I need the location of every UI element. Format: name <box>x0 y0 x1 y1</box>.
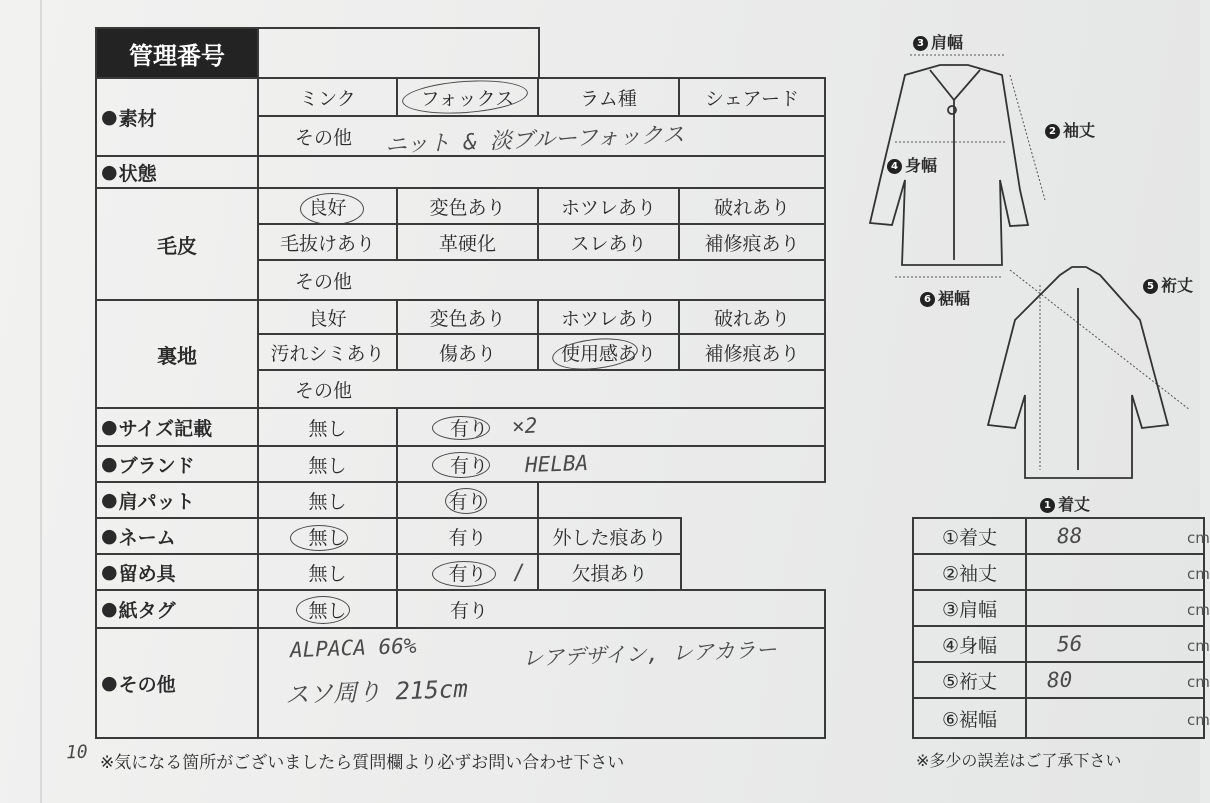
material-lamb[interactable]: ラム種 <box>537 77 680 117</box>
fur-other-row <box>257 259 826 301</box>
condition-field <box>257 155 826 189</box>
meas-label-length: ①着丈 <box>912 517 1027 555</box>
lining-discolor[interactable]: 変色あり <box>396 299 539 335</box>
margin-line <box>40 0 42 803</box>
diag-n6-icon: 6 <box>920 292 935 307</box>
diag-shoulder-label <box>913 30 963 53</box>
lining-tear[interactable]: 破れあり <box>678 299 826 335</box>
diag-body-label <box>887 153 937 176</box>
fur-rubbing[interactable]: スレあり <box>537 223 680 261</box>
meas-field-sleeve[interactable] <box>1025 553 1210 591</box>
paper-tag-yes[interactable]: 有り <box>450 599 489 622</box>
condition-label <box>95 155 259 189</box>
diag-yuki-label <box>1143 273 1193 296</box>
size-none[interactable]: 無し <box>257 407 398 447</box>
diag-length-label <box>1040 492 1090 515</box>
meas-value-body: 56 <box>1056 631 1083 657</box>
other-handwriting-line2: スソ周り 215cm <box>284 674 469 710</box>
material-sheared[interactable]: シェアード <box>678 77 826 117</box>
meas-field-shoulder[interactable] <box>1025 589 1210 627</box>
meas-unit-shoulder: cm <box>1187 601 1210 619</box>
fastener-none[interactable]: 無し <box>257 553 398 591</box>
name-tag-yes[interactable]: 有り <box>396 517 539 555</box>
diag-n4-icon: 4 <box>887 159 902 174</box>
diag-body-text: 身幅 <box>905 156 938 175</box>
fastener-label-text: ● 留め具 <box>118 562 176 585</box>
paper-tag-label <box>95 589 259 629</box>
meas-field-hem[interactable] <box>1025 697 1210 739</box>
fastener-yes[interactable]: 有り <box>396 553 539 591</box>
meas-label-hem: ⑥裾幅 <box>912 697 1027 739</box>
diag-n3-icon: 3 <box>913 36 928 51</box>
fur-repair[interactable]: 補修痕あり <box>678 223 826 261</box>
diag-sleeve-text: 袖丈 <box>1063 121 1096 140</box>
meas-label-shoulder: ③肩幅 <box>912 589 1027 627</box>
paper-tag-label-text: ● 紙タグ <box>118 599 176 622</box>
meas-unit-body: cm <box>1187 637 1210 655</box>
paper-tag-yes-row <box>396 589 826 629</box>
fur-fray[interactable]: ホツレあり <box>537 187 680 225</box>
diag-sleeve-label <box>1045 118 1095 141</box>
meas-label-body: ④身幅 <box>912 625 1027 663</box>
size-handwriting: ×2 <box>511 413 538 439</box>
fur-other-label: その他 <box>295 270 353 293</box>
other-label <box>95 627 259 739</box>
diag-n5-icon: 5 <box>1143 279 1158 294</box>
lining-fray[interactable]: ホツレあり <box>537 299 680 335</box>
name-tag-removed[interactable]: 外した痕あり <box>537 517 682 555</box>
shoulder-pad-label-text: ● 肩パット <box>118 490 195 513</box>
footnote-handwritten-mark: 10 <box>65 741 89 764</box>
shoulder-pad-yes-mark <box>445 488 487 514</box>
diag-hem-text: 裾幅 <box>938 289 971 308</box>
other-handwriting-line1b: レアデザイン, レアカラー <box>521 637 777 671</box>
meas-value-length: 88 <box>1056 523 1083 549</box>
material-other-handwriting: ニット & 淡ブルーフォックス <box>384 122 685 159</box>
diag-length-text: 着丈 <box>1058 495 1091 514</box>
lining-other-row <box>257 369 826 409</box>
lining-stain[interactable]: 汚れシミあり <box>257 333 398 371</box>
meas-unit-yuki: cm <box>1187 673 1210 691</box>
name-tag-none[interactable]: 無し <box>257 517 398 555</box>
meas-value-yuki: 80 <box>1046 667 1073 693</box>
brand-yes[interactable]: 有り <box>450 454 489 477</box>
meas-label-sleeve: ②袖丈 <box>912 553 1027 591</box>
diag-hem-label <box>920 286 970 309</box>
meas-label-yuki: ⑤裄丈 <box>912 661 1027 699</box>
size-label-label <box>95 407 259 447</box>
fastener-yes-circle-mark <box>432 561 496 587</box>
fastener-handwriting: / <box>512 559 527 585</box>
brand-label-text: ● ブランド <box>118 454 195 477</box>
material-mink[interactable]: ミンク <box>257 77 398 117</box>
shoulder-pad-none[interactable]: 無し <box>257 481 398 519</box>
diag-n2-icon: 2 <box>1045 124 1060 139</box>
condition-label-text: ● 状態 <box>118 162 157 185</box>
other-label-text: ● その他 <box>118 673 176 696</box>
paper-tag-none[interactable]: 無し <box>257 589 398 629</box>
meas-field-yuki[interactable] <box>1025 661 1210 699</box>
meas-field-body[interactable] <box>1025 625 1210 663</box>
name-tag-none-circle-mark <box>290 525 348 551</box>
material-other-label: その他 <box>295 126 353 149</box>
size-yes-circle-mark <box>432 416 490 440</box>
diag-shoulder-text: 肩幅 <box>931 33 964 52</box>
material-fox[interactable]: フォックス <box>396 77 539 117</box>
footnote-text: ※気になる箇所がございましたら質問欄より必ずお問い合わせ下さい <box>100 753 625 773</box>
brand-yes-circle-mark <box>432 452 490 478</box>
shoulder-pad-yes[interactable]: 有り <box>396 481 539 519</box>
meas-unit-sleeve: cm <box>1187 565 1210 583</box>
lining-good[interactable]: 良好 <box>257 299 398 335</box>
size-yes[interactable]: 有り <box>450 417 489 440</box>
coat-diagram <box>850 30 1200 500</box>
name-tag-label-text: ● ネーム <box>118 526 176 549</box>
lining-used[interactable]: 使用感あり <box>537 333 680 371</box>
fur-shedding[interactable]: 毛抜けあり <box>257 223 398 261</box>
fur-good-circle-mark <box>300 193 364 225</box>
fur-label: 毛皮 <box>95 187 259 301</box>
fastener-label <box>95 553 259 591</box>
lining-scratch[interactable]: 傷あり <box>396 333 539 371</box>
shoulder-pad-label <box>95 481 259 519</box>
diag-n1-icon: 1 <box>1040 498 1055 513</box>
fur-discolor[interactable]: 変色あり <box>396 187 539 225</box>
fastener-missing[interactable]: 欠損あり <box>537 553 682 591</box>
name-tag-label <box>95 517 259 555</box>
meas-unit-hem: cm <box>1187 711 1210 729</box>
material-label-text: ● 素材 <box>118 107 157 130</box>
lining-other-label: その他 <box>295 379 353 402</box>
control-number-field[interactable] <box>257 27 540 79</box>
lining-repair[interactable]: 補修痕あり <box>678 333 826 371</box>
brand-label <box>95 445 259 483</box>
fur-tear[interactable]: 破れあり <box>678 187 826 225</box>
meas-unit-length: cm <box>1187 529 1210 547</box>
control-number-label: 管理番号 <box>95 27 259 79</box>
fur-hardened[interactable]: 革硬化 <box>396 223 539 261</box>
size-label-text: ● サイズ記載 <box>118 417 213 440</box>
meas-field-length[interactable] <box>1025 517 1210 555</box>
diag-yuki-text: 裄丈 <box>1161 276 1194 295</box>
paper-tag-none-circle-mark <box>296 596 350 624</box>
material-label <box>95 77 259 157</box>
brand-none[interactable]: 無し <box>257 445 398 483</box>
lining-label: 裏地 <box>95 299 259 409</box>
brand-handwriting: HELBA <box>524 450 589 478</box>
measurement-note: ※多少の誤差はご了承下さい <box>916 751 1122 770</box>
other-handwriting-line1: ALPACA 66% <box>289 633 417 663</box>
fur-good[interactable]: 良好 <box>257 187 398 225</box>
